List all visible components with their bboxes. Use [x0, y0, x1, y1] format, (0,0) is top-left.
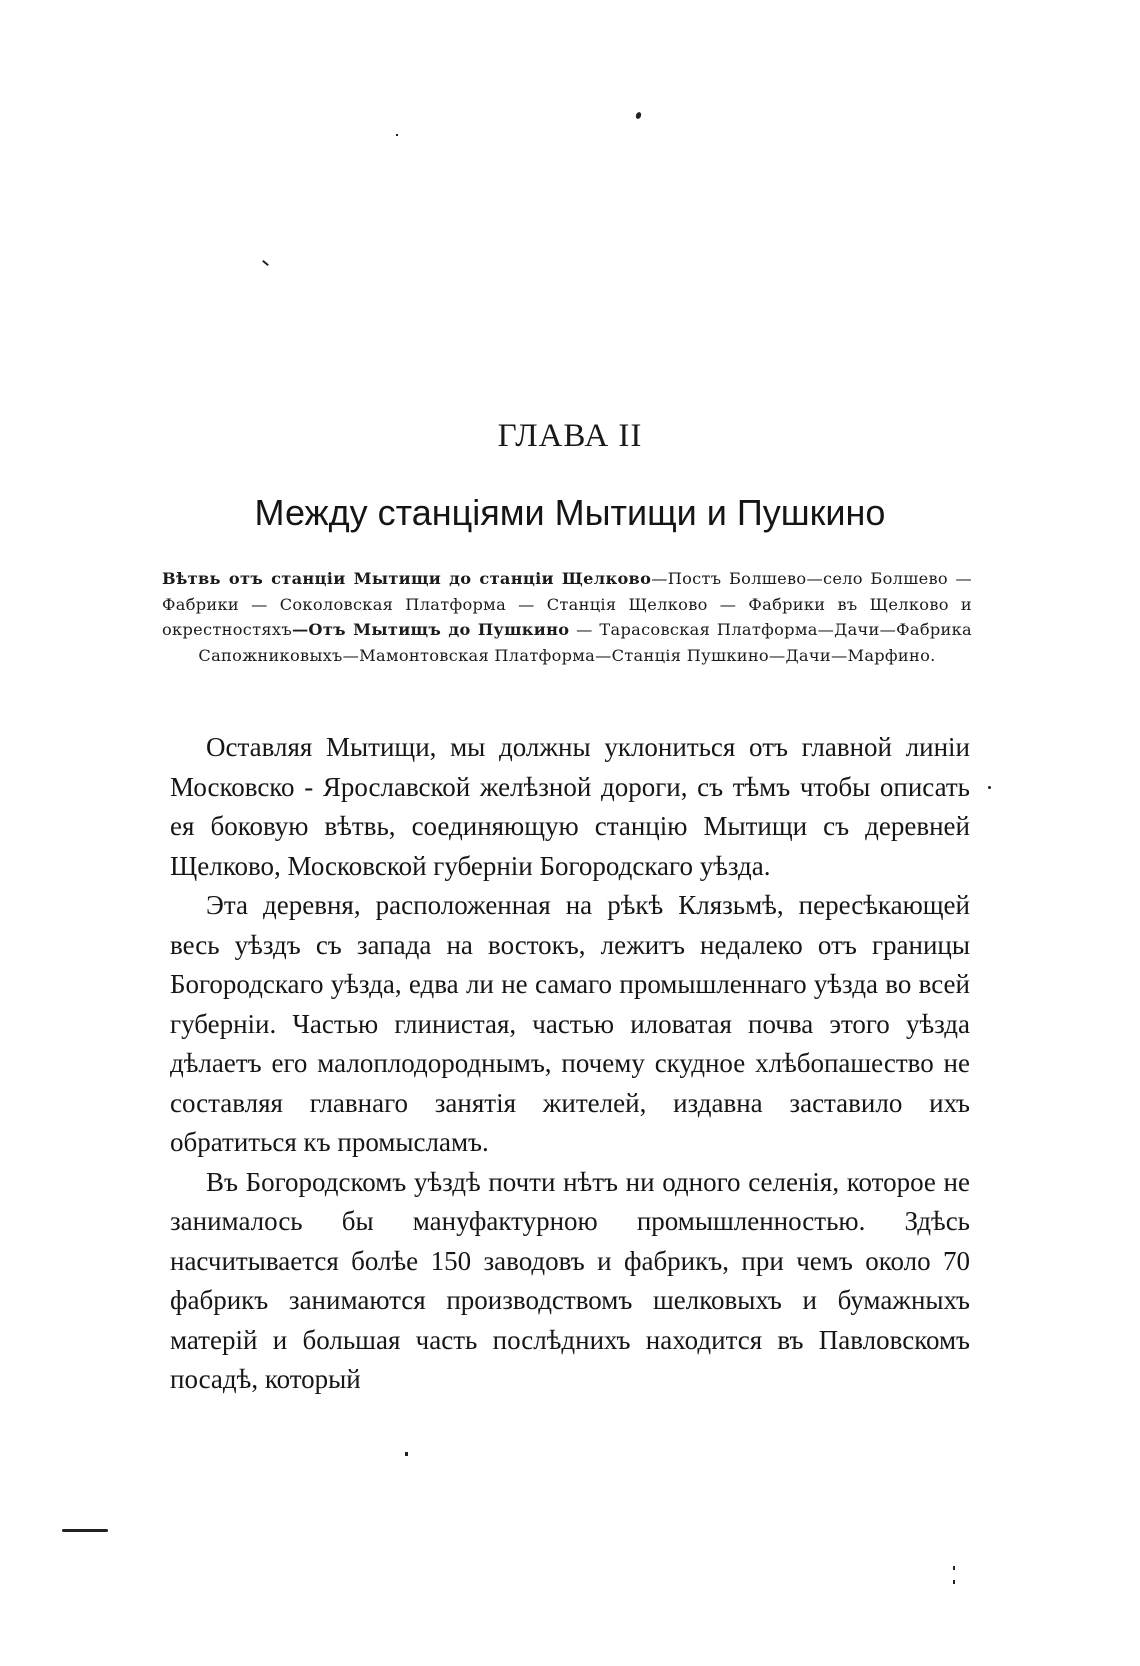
paragraph: Эта деревня, расположенная на рѣкѣ Клязьмѣ, пересѣкающей весь уѣздъ съ запада на востокъ, лежитъ недалеко отъ границы Богородскаго уѣзда, едва ли не самаго промышленнаго уѣзда во всей губерніи. Частью глинистая, частью иловатая почва этого уѣзда дѣлаетъ его малоплодороднымъ, почему скудное хлѣбопашество не составляя главнаго занятія жителей, издавна заставило ихъ обратиться къ промысламъ.: [170, 890, 970, 1157]
chapter-title: Между станціями Мытищи и Пушкино: [254, 492, 886, 533]
summary-segment: —Постъ Болшево—село Болшево — Фабрики — Соколовская Платформа — Станція Щелково — Фабрики въ Щелково и окрестностяхъ: [162, 569, 972, 639]
scan-speck: [635, 111, 642, 119]
chapter-number: ГЛАВА II: [497, 418, 643, 454]
body-text: [170, 728, 970, 1400]
scan-speck: [396, 134, 398, 136]
scan-speck: [262, 260, 269, 266]
chapter-summary: [162, 566, 972, 668]
summary-bold-segment: Вѣтвь отъ станціи Мытищи до станціи Щелково: [162, 569, 652, 588]
scan-speck: [953, 1580, 955, 1584]
scan-speck: [988, 786, 991, 789]
paragraph: Оставляя Мытищи, мы должны уклониться отъ главной линіи Московско - Ярославской желѣзной дороги, съ тѣмъ чтобы описать ея боковую вѣтвь, соединяющую станцію Мытищи съ деревней Щелково, Московской губерніи Богородскаго уѣзда.: [170, 732, 970, 881]
summary-segment: — Тарасовская Платформа—Дачи—Фабрика Сапожниковыхъ—Мамонтовская Платформа—Станція Пушкино—Дачи—Марфино.: [198, 620, 972, 665]
scan-speck: [62, 1529, 108, 1532]
scan-speck: [405, 1452, 408, 1456]
scan-speck: [953, 1566, 955, 1570]
paragraph: Въ Богородскомъ уѣздѣ почти нѣтъ ни одного селенія, которое не занималось бы мануфактурною промышленностью. Здѣсь насчитывается болѣе 150 заводовъ и фабрикъ, при чемъ около 70 фабрикъ занимаются производствомъ шелковыхъ и бумажныхъ матерій и большая часть послѣднихъ находится въ Павловскомъ посадѣ, который: [170, 1166, 970, 1394]
summary-bold-segment: —Отъ Мытищъ до Пушкино: [291, 620, 570, 639]
